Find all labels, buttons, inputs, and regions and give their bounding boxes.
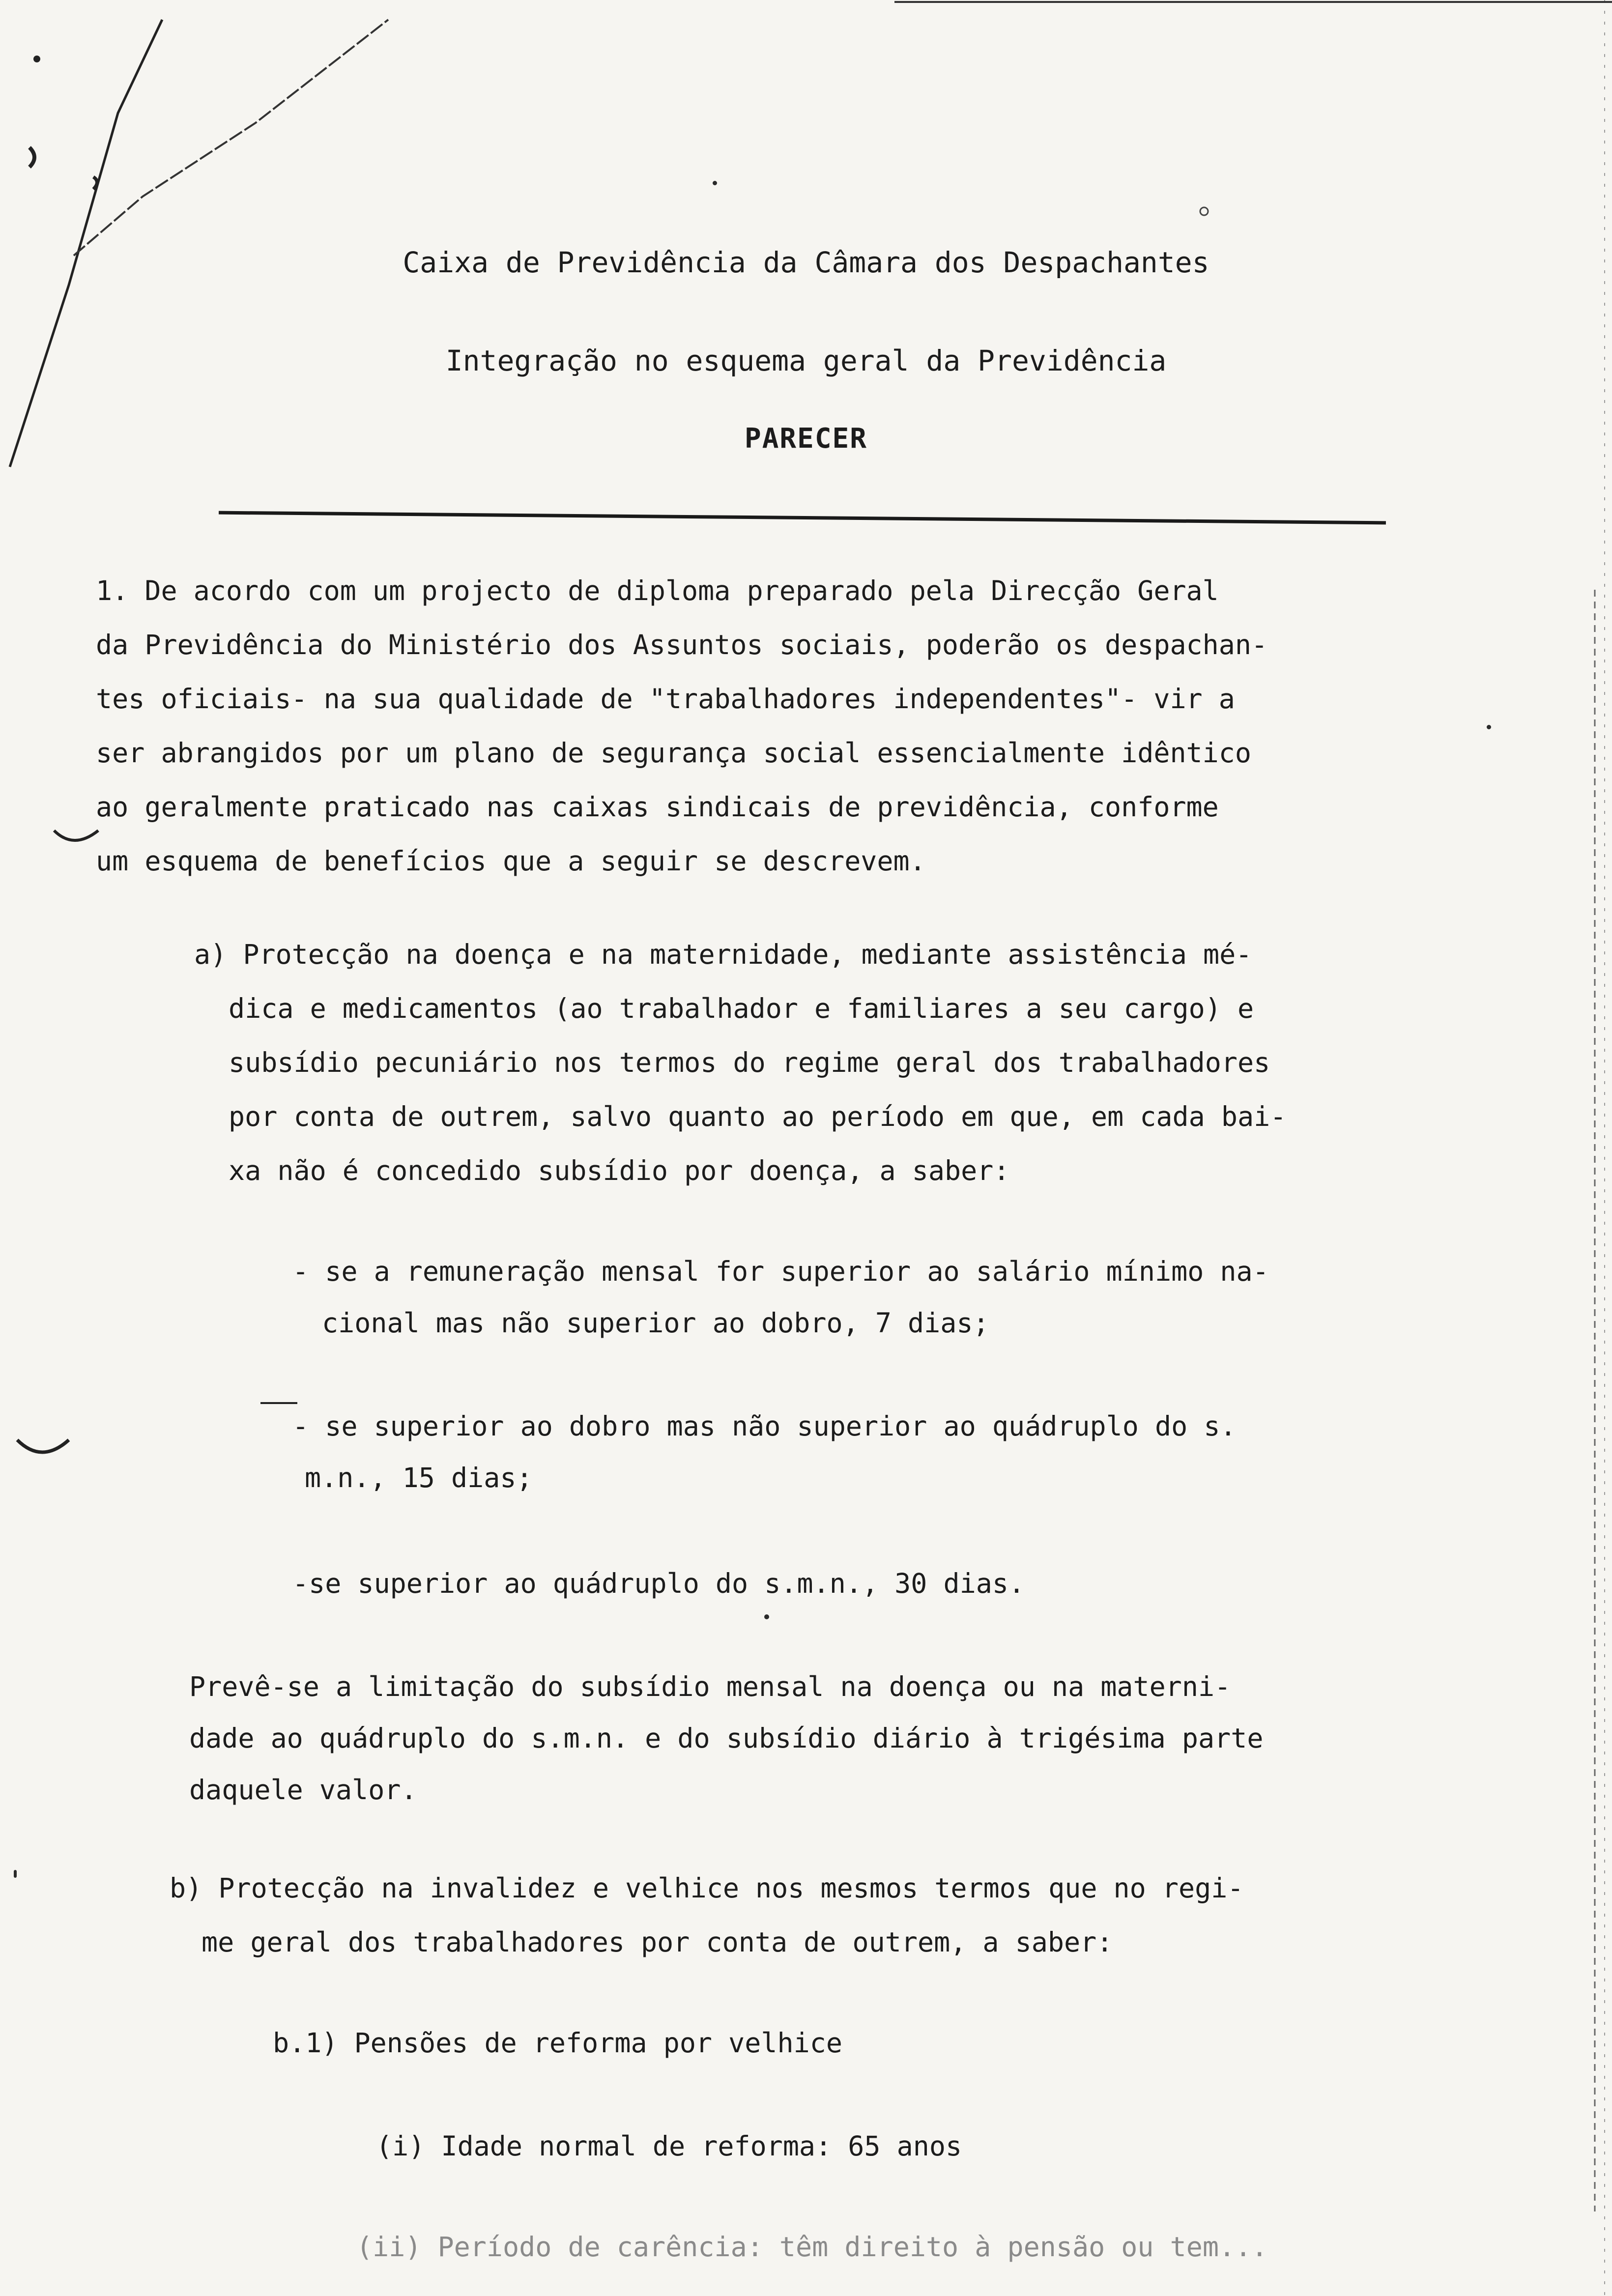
item-b1-heading: b.1) Pensões de reforma por velhice <box>273 2027 842 2059</box>
paragraph-line: um esquema de benefícios que a seguir se descrevem. <box>96 845 926 877</box>
speck <box>713 181 717 185</box>
bullet-line: cional mas não superior ao dobro, 7 dias; <box>322 1307 989 1339</box>
speck <box>764 1614 769 1619</box>
note-line: dade ao quádruplo do s.m.n. e do subsídio diário à trigésima parte <box>189 1722 1264 1754</box>
paragraph-line: 1. De acordo com um projecto de diploma preparado pela Direcção Geral <box>96 575 1219 606</box>
header-parecer: PARECER <box>744 423 867 455</box>
item-a-line: a) Protecção na doença e na maternidade, mediante assistência mé- <box>194 939 1252 970</box>
note-line: Prevê-se a limitação do subsídio mensal na doença ou na materni- <box>189 1671 1231 1702</box>
header-subtitle: Integração no esquema geral da Previdência <box>445 344 1167 377</box>
header-title: Caixa de Previdência da Câmara dos Despachantes <box>403 246 1209 279</box>
item-a-line: subsídio pecuniário nos termos do regime geral dos trabalhadores <box>229 1047 1270 1078</box>
paragraph-line: da Previdência do Ministério dos Assuntos sociais, poderão os despachan- <box>96 629 1268 660</box>
item-a-line: xa não é concedido subsídio por doença, a saber: <box>229 1155 1010 1186</box>
item-a-line: dica e medicamentos (ao trabalhador e familiares a seu cargo) e <box>229 993 1254 1024</box>
paragraph-line: ser abrangidos por um plano de segurança social essencialmente idêntico <box>96 737 1252 769</box>
bullet-line: -se superior ao quádruplo do s.m.n., 30 dias. <box>292 1568 1025 1599</box>
speck <box>1487 725 1491 729</box>
item-b-line: me geral dos trabalhadores por conta de outrem, a saber: <box>202 1926 1113 1958</box>
item-b1-i: (i) Idade normal de reforma: 65 anos <box>376 2130 962 2162</box>
speck <box>14 1870 17 1878</box>
bullet-line: - se superior ao dobro mas não superior ao quádruplo do s. <box>292 1410 1237 1442</box>
bullet-line: m.n., 15 dias; <box>305 1462 533 1493</box>
paragraph-line: tes oficiais- na sua qualidade de "trabalhadores independentes"- vir a <box>96 683 1235 715</box>
item-a-line: por conta de outrem, salvo quanto ao período em que, em cada bai- <box>229 1101 1287 1132</box>
paragraph-line: ao geralmente praticado nas caixas sindicais de previdência, conforme <box>96 791 1219 823</box>
note-line: daquele valor. <box>189 1774 417 1806</box>
item-b-line: b) Protecção na invalidez e velhice nos mesmos termos que no regi- <box>170 1872 1244 1904</box>
item-b1-ii: (ii) Período de carência: têm direito à pensão ou tem... <box>356 2231 1268 2263</box>
bullet-line: - se a remuneração mensal for superior ao salário mínimo na- <box>292 1256 1269 1287</box>
